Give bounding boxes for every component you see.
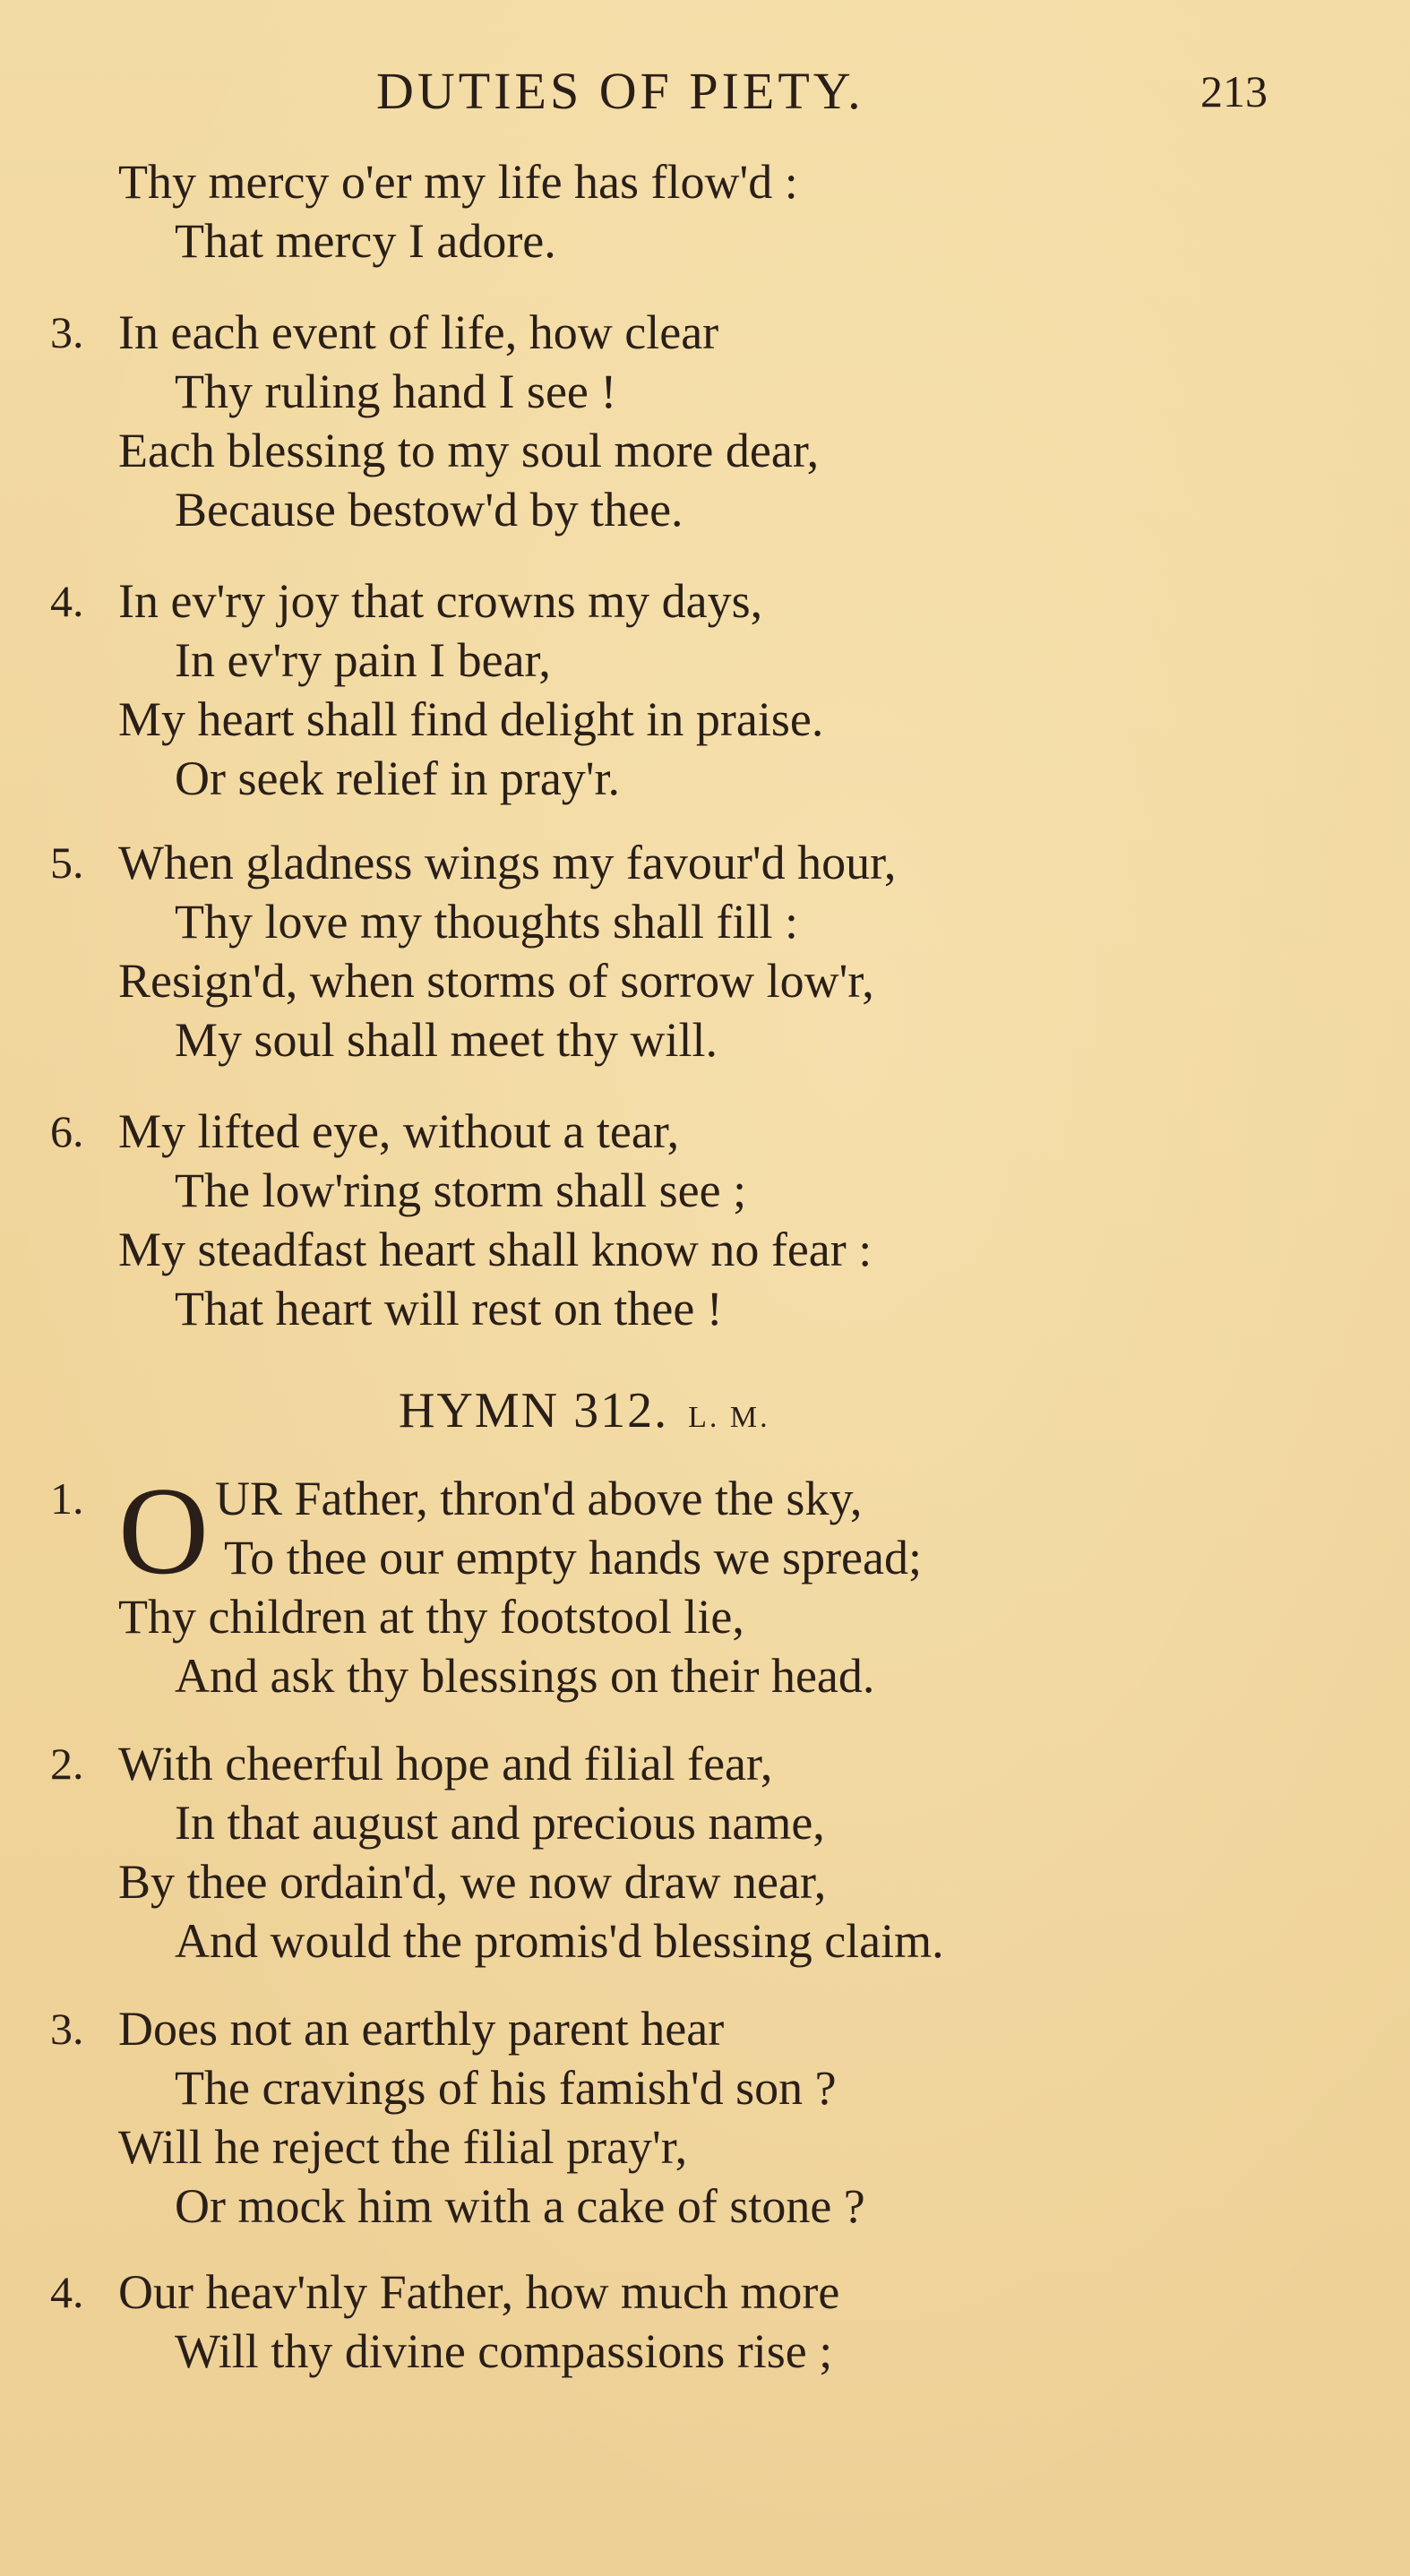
stanza-number: 5. (50, 837, 84, 888)
stanza-number: 3. (50, 307, 84, 357)
verse-line: And ask thy blessings on their head. (175, 1649, 875, 1703)
verse-line: When gladness wings my favour'd hour, (118, 836, 897, 889)
hymn-title: HYMN 312. (399, 1383, 669, 1438)
page-number: 213 (1200, 66, 1268, 116)
verse-line: In ev'ry pain I bear, (175, 633, 551, 687)
verse-line: To thee our empty hands we spread; (224, 1531, 922, 1584)
verse-line: And would the promis'd blessing claim. (175, 1914, 944, 1968)
verse-line: That heart will rest on thee ! (175, 1282, 723, 1335)
verse-line: Thy children at thy footstool lie, (118, 1590, 744, 1644)
verse-line: In that august and precious name, (175, 1796, 825, 1850)
hymn-heading (399, 1375, 770, 1454)
stanza-number: 4. (50, 2267, 84, 2317)
page-header (0, 56, 1410, 127)
verse-line: Because bestow'd by thee. (175, 483, 684, 537)
verse-line: Each blessing to my soul more dear, (118, 424, 820, 477)
stanza-number: 4. (50, 576, 84, 626)
verse-line: My soul shall meet thy will. (175, 1013, 718, 1067)
stanza-number: 3. (50, 2004, 84, 2054)
stanza-number: 2. (50, 1739, 84, 1789)
verse-line: Will he reject the filial pray'r, (118, 2120, 688, 2174)
verse-line: In each event of life, how clear (118, 305, 719, 359)
verse-line: The low'ring storm shall see ; (175, 1163, 747, 1217)
verse-line: Does not an earthly parent hear (118, 2002, 725, 2056)
verse-line: Thy love my thoughts shall fill : (175, 895, 798, 949)
hymn-meter: L. M. (688, 1401, 770, 1434)
verse-line: Will thy divine compassions rise ; (175, 2324, 833, 2378)
verse-line: Our heav'nly Father, how much more (118, 2265, 840, 2319)
verse-line: UR Father, thron'd above the sky, (215, 1472, 863, 1525)
verse-line: Or seek relief in pray'r. (175, 751, 621, 805)
verse-line: My heart shall find delight in praise. (118, 692, 824, 746)
verse-line: Or mock him with a cake of stone ? (175, 2179, 865, 2233)
verse-line: With cheerful hope and filial fear, (118, 1737, 773, 1790)
verse-line: The cravings of his famish'd son ? (175, 2061, 837, 2115)
verse-line: By thee ordain'd, we now draw near, (118, 1855, 827, 1909)
drop-cap: O (118, 1462, 210, 1601)
verse-line: In ev'ry joy that crowns my days, (118, 574, 763, 628)
verse-line: Thy ruling hand I see ! (175, 365, 617, 418)
fragment-line-1: Thy mercy o'er my life has flow'd : (118, 155, 798, 209)
verse-line: My lifted eye, without a tear, (118, 1104, 680, 1158)
stanza-number: 6. (50, 1106, 84, 1156)
verse-line: Resign'd, when storms of sorrow low'r, (118, 954, 874, 1008)
fragment-line-2: That mercy I adore. (175, 214, 556, 268)
verse-line: My steadfast heart shall know no fear : (118, 1223, 873, 1276)
stanza-number: 1. (50, 1473, 84, 1524)
running-head: DUTIES OF PIETY. (376, 62, 864, 120)
